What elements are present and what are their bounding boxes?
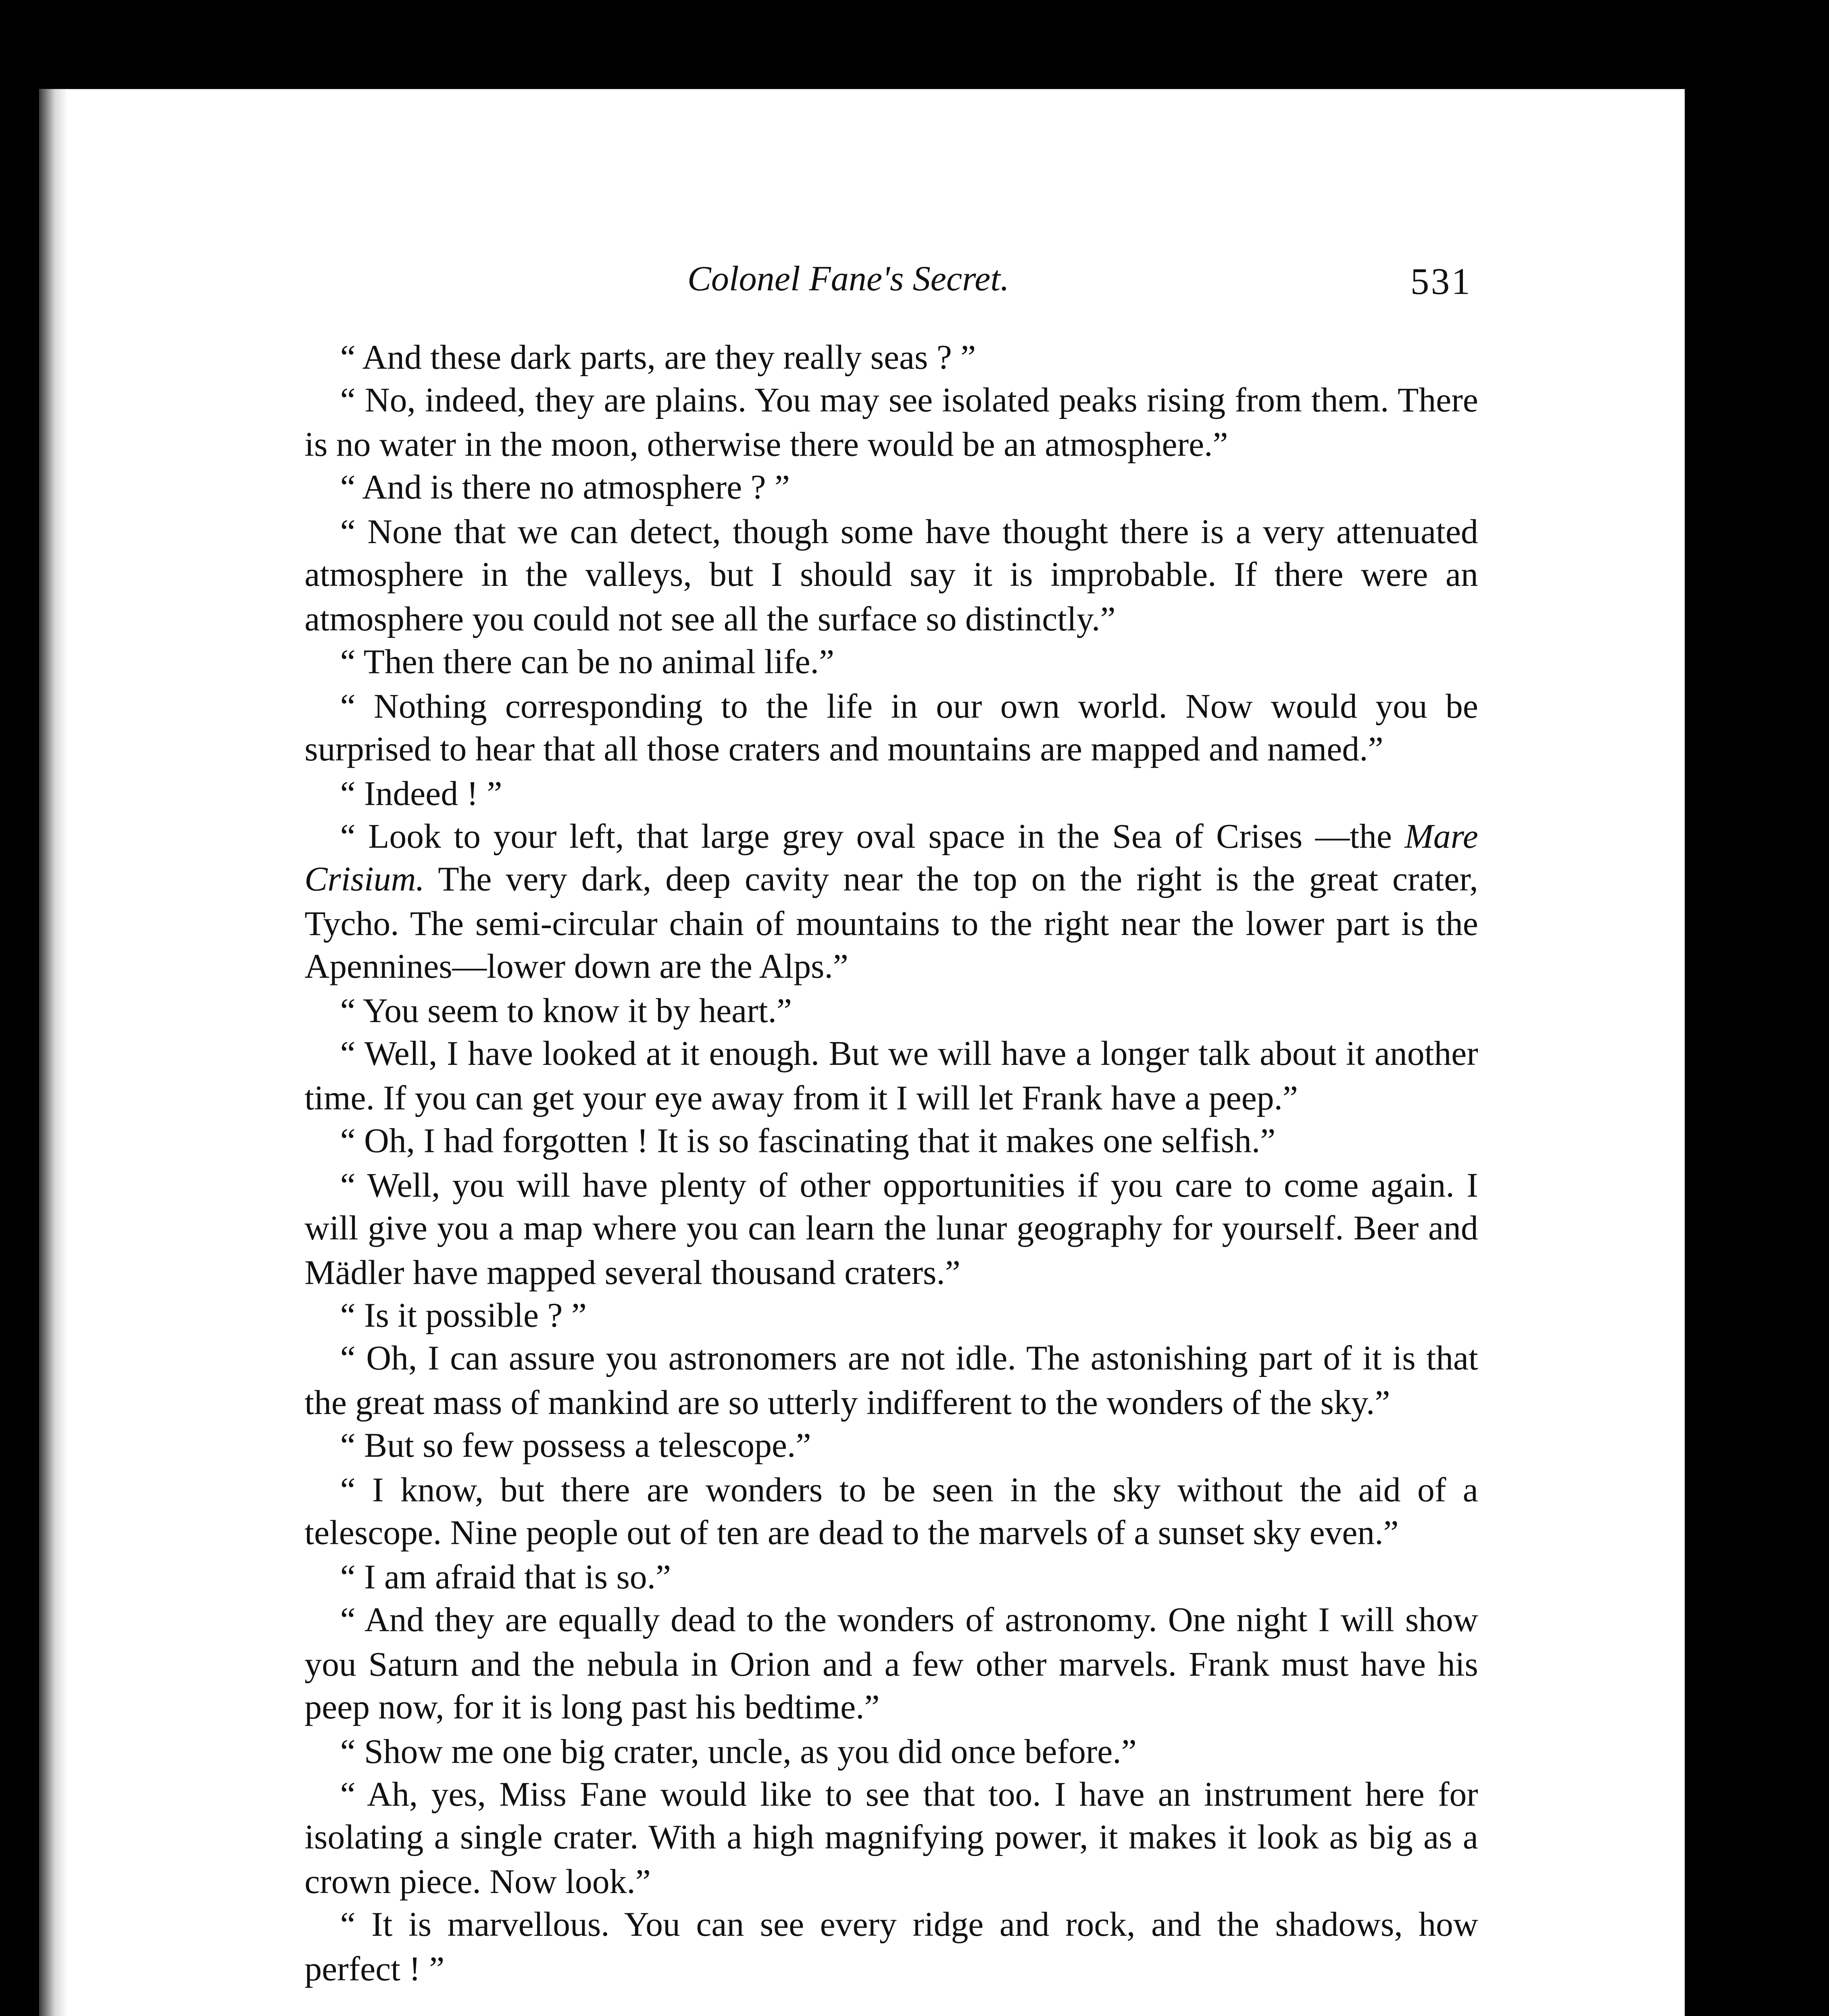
italic-phrase: Mare Crisium. bbox=[304, 819, 1478, 900]
paragraph: “ Nothing corresponding to the life in our own world. Now would you be surprised to hear that all those craters and mountains are mapped and named.” bbox=[304, 688, 1478, 770]
paragraph: “ Well, I have looked at it enough. But we will have a longer talk about it another time. If you can get your eye away from it I will let Frank have a peep.” bbox=[304, 1037, 1478, 1118]
paragraph: “ Well, you will have plenty of other opportunities if you care to come again. I will give you a map where you can learn the lunar geography for yourself. Beer and Mädler have mapped several thousand craters.” bbox=[304, 1167, 1478, 1292]
paragraph: “ Indeed ! ” bbox=[340, 775, 502, 813]
running-title: Colonel Fane's Secret. bbox=[687, 260, 1010, 300]
paragraph: “ Oh, I had forgotten ! It is so fascinating that it makes one selfish.” bbox=[340, 1124, 1276, 1162]
paragraph: “ You seem to know it by heart.” bbox=[340, 993, 792, 1031]
paragraph: “ But so few possess a telescope.” bbox=[340, 1429, 811, 1466]
body-text bbox=[304, 338, 1478, 1993]
page-number: 531 bbox=[1410, 260, 1472, 303]
paragraph: “ Show me one big crater, uncle, as you did once before.” bbox=[340, 1733, 1137, 1771]
paragraph: “ Is it possible ? ” bbox=[340, 1298, 587, 1336]
paragraph: “ And they are equally dead to the wonders of astronomy. One night I will show you Saturn and the nebula in Orion and a few other marvels. Frank must have his peep now, for it is long past his bedtime.” bbox=[304, 1603, 1478, 1728]
running-head bbox=[0, 260, 1829, 310]
paragraph: “ Then there can be no animal life.” bbox=[340, 645, 835, 683]
paragraph: “ I am afraid that is so.” bbox=[340, 1559, 671, 1597]
paragraph: “ No, indeed, they are plains. You may see isolated peaks rising from them. There is no water in the moon, otherwise there would be an atmosphere.” bbox=[304, 383, 1478, 465]
paragraph-text: The very dark, deep cavity near the top on the right is the great crater, Tycho. The semi-circular chain of mountains to the right near the lower part is the Apennines—lower down are the Alps.” bbox=[304, 862, 1478, 987]
paragraph: “ And is there no atmosphere ? ” bbox=[340, 471, 790, 508]
paragraph: “ I know, but there are wonders to be seen in the sky without the aid of a telescope. Nine people out of ten are dead to the marvels of a sunset sky even.” bbox=[304, 1472, 1478, 1554]
paragraph bbox=[304, 817, 1478, 991]
paragraph: “ Oh, I can assure you astronomers are not idle. The astonishing part of it is that the great mass of mankind are so utterly indifferent to the wonders of the sky.” bbox=[304, 1341, 1478, 1423]
page-gutter-shadow bbox=[39, 89, 68, 2016]
paragraph: “ None that we can detect, though some have thought there is a very attenuated atmosphere in the valleys, but I should say it is improbable. If there were an atmosphere you could not see all the surface so distinctly.” bbox=[304, 514, 1478, 639]
paragraph: “ It is marvellous. You can see every ridge and rock, and the shadows, how perfect ! ” bbox=[304, 1908, 1478, 1989]
paragraph: “ And these dark parts, are they really seas ? ” bbox=[340, 340, 976, 378]
paragraph: “ Ah, yes, Miss Fane would like to see that too. I have an instrument here for isolating a single crater. With a high magnifying power, it makes it look as big as a crown piece. Now look.” bbox=[304, 1777, 1478, 1902]
paragraph-text: “ Look to your left, that large grey oval space in the Sea of Crises —the bbox=[340, 819, 1405, 857]
